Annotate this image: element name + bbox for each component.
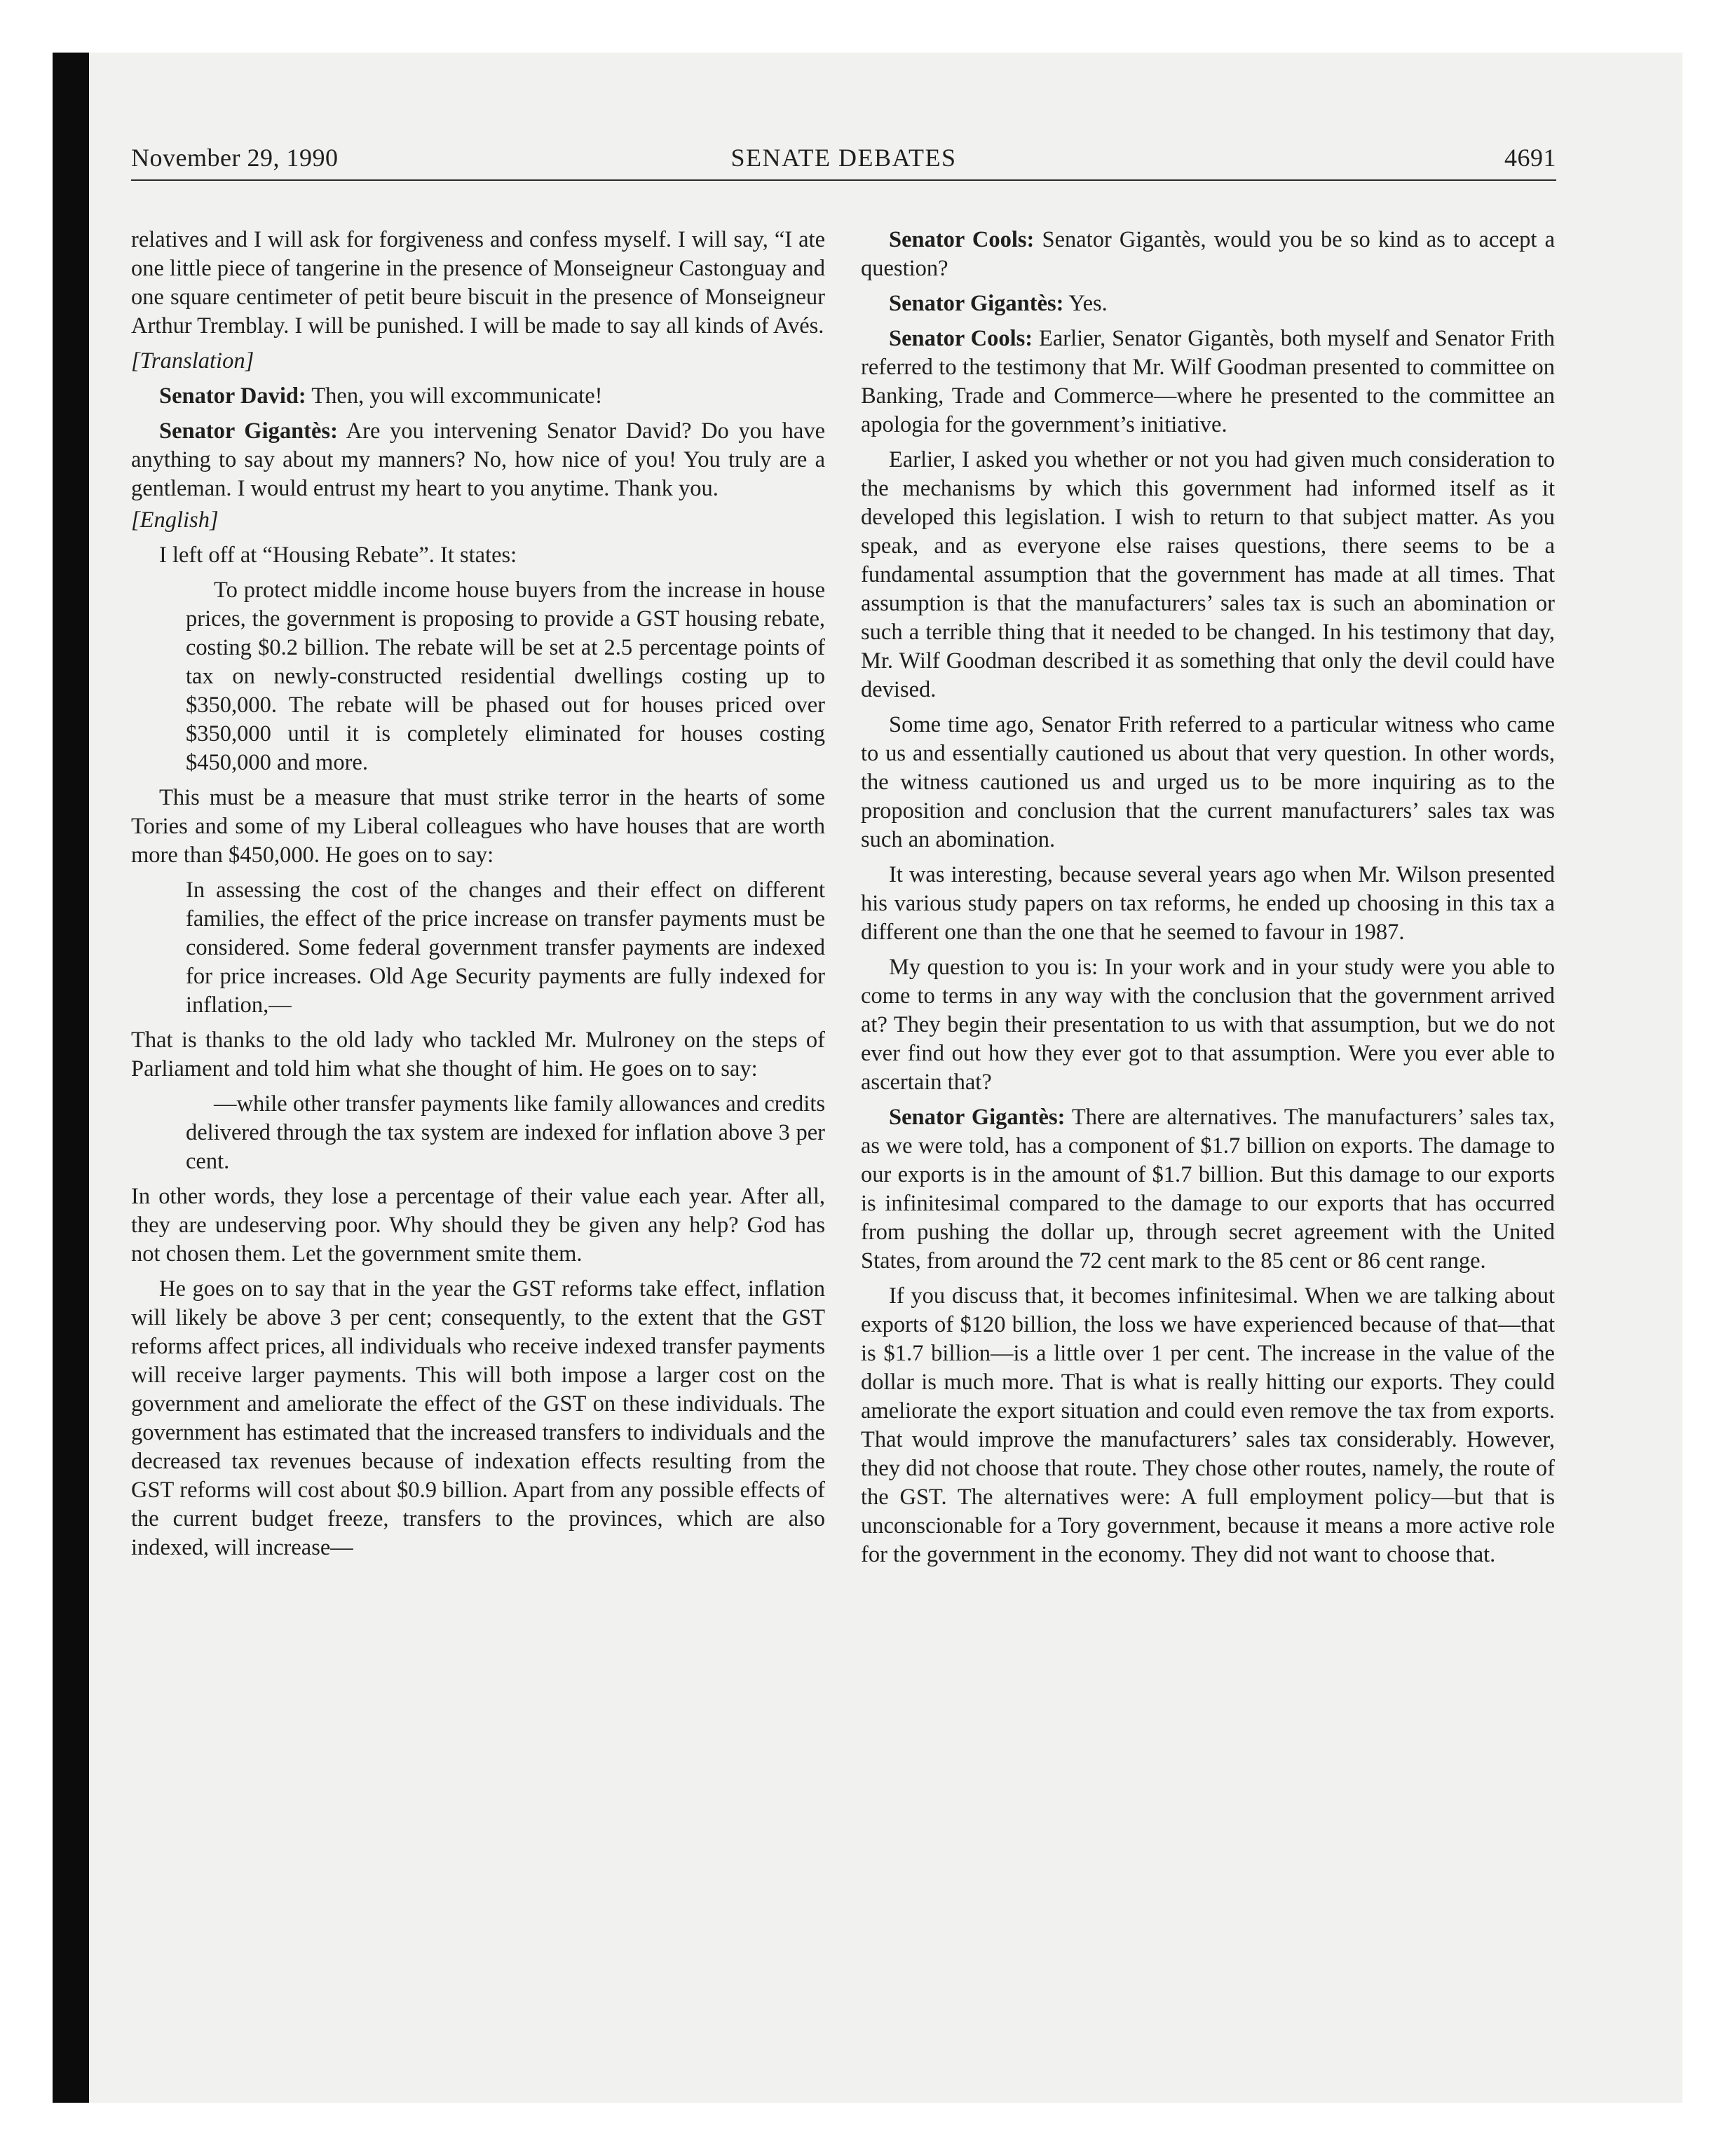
speech-gigantes-alternatives: [861, 1103, 1555, 1276]
quote-family-allowances: —while other transfer payments like family allowances and credits delivered through the tax system are indexed for inflation above 3 per cent.: [186, 1091, 825, 1174]
paragraph-housing-rebate: I left off at “Housing Rebate”. It states:: [159, 543, 517, 568]
quote-transfer-payments: In assessing the cost of the changes and their effect on different families, the effect of the price increase on transfer payments must be considered. Some federal government transfer payments are indexed for price increases. Old Age Security payments are fully indexed for inflation,—: [186, 878, 825, 1018]
speaker-name: Senator Gigantès:: [889, 1105, 1066, 1130]
paragraph-some-time: Some time ago, Senator Frith referred to a particular witness who came to us and essentially cautioned us about that very question. In other words, the witness cautioned us and urged us to be more inquiring as to the proposition and conclusion that the current manufacturers’ sales tax was such an abomination.: [861, 712, 1555, 852]
speaker-name: Senator Gigantès:: [889, 291, 1064, 316]
header-title: SENATE DEBATES: [730, 144, 957, 172]
header-page-number: 4691: [1504, 144, 1556, 172]
speech-david: [131, 382, 825, 411]
paragraph-interesting: It was interesting, because several years ago when Mr. Wilson presented his various study papers on tax reforms, he ended up choosing in this tax a different one than the one that he seemed to favour in 1987.: [861, 862, 1555, 945]
left-column: [131, 226, 825, 1569]
speech-text: Yes.: [1063, 291, 1108, 316]
binding-edge: [53, 53, 89, 2103]
speaker-name: Senator David:: [159, 383, 306, 409]
header-date: November 29, 1990: [131, 144, 339, 172]
speech-gigantes: [131, 417, 825, 503]
paragraph-old-lady: That is thanks to the old lady who tackled Mr. Mulroney on the steps of Parliament and told him what she thought of him. He goes on to say:: [131, 1028, 825, 1082]
paragraph-goes-on: He goes on to say that in the year the GST reforms take effect, inflation will likely be above 3 per cent; consequently, to the extent that the GST reforms affect prices, all individuals who receive indexed transfer payments will receive larger payments. This will both impose a larger cost on the government and ameliorate the effect of the GST on these individuals. The government has estimated that the increased transfers to individuals and the decreased tax revenues because of indexation effects resulting from the GST reforms will cost about $0.9 billion. Apart from any possible effects of the current budget freeze, transfers to the provinces, which are also indexed, will increase—: [131, 1276, 825, 1560]
paragraph-terror: This must be a measure that must strike terror in the hearts of some Tories and some of my Liberal colleagues who have houses that are worth more than $450,000. He goes on to say:: [131, 785, 825, 868]
paragraph-question: My question to you is: In your work and in your study were you able to come to terms in any way with the conclusion that the government arrived at? They begin their presentation to us with that assumption, but we do not ever find out how they ever got to that assumption. Were you ever able to ascertain that?: [861, 955, 1555, 1095]
speech-text: Are you intervening Senator David? Do you have anything to say about my manners? No, how nice of you! You truly are a gentleman. I would entrust my heart to you anytime. Thank you.: [131, 418, 825, 501]
speaker-name: Senator Cools:: [889, 326, 1033, 351]
speech-text: Senator Gigantès, would you be so kind as to accept a question?: [861, 227, 1555, 281]
paragraph-discuss: If you discuss that, it becomes infinitesimal. When we are talking about exports of $120 billion, the loss we have experienced because of that—that is $1.7 billion—is a little over 1 per cent. The increase in the value of the dollar is much more. That is what is really hitting our exports. They could ameliorate the export situation and could even remove the tax from exports. That would improve the manufacturers’ sales tax considerably. However, they did not choose that route. They chose other routes, namely, the route of the GST. The alternatives were: A full employment policy—but that is unconscionable for a Tory government, because it means a more active role for the government in the economy. They did not want to choose that.: [861, 1283, 1555, 1567]
speech-gigantes-yes: [861, 289, 1555, 318]
speech-cools-earlier: [861, 325, 1555, 439]
right-column: [861, 226, 1555, 1576]
speaker-name: Senator Cools:: [889, 227, 1035, 252]
speaker-name: Senator Gigantès:: [159, 418, 338, 444]
speech-text: Earlier, Senator Gigantès, both myself and Senator Frith referred to the testimony that Mr. Wilf Goodman presented to committee on Banking, Trade and Commerce—where he presented to the committee an apologia for the government’s initiative.: [861, 326, 1555, 437]
paragraph-relatives: relatives and I will ask for forgiveness and confess myself. I will say, “I ate one little piece of tangerine in the presence of Monseigneur Castonguay and one square centimeter of petit beure biscuit in the presence of Monseigneur Arthur Tremblay. I will be punished. I will be made to say all kinds of Avés.: [131, 227, 826, 339]
quote-housing-rebate: To protect middle income house buyers from the increase in house prices, the government is proposing to provide a GST housing rebate, costing $0.2 billion. The rebate will be set at 2.5 percentage points of tax on newly-constructed residential dwellings costing up to $350,000. The rebate will be phased out for houses priced over $350,000 until it is completely eliminated for houses costing $450,000 and more.: [186, 578, 825, 775]
translation-tag: [Translation]: [131, 348, 254, 374]
paragraph-earlier: Earlier, I asked you whether or not you had given much consideration to the mechanisms by which this government had informed itself as it developed this legislation. I wish to return to that subject matter. As you speak, and as everyone else raises questions, there seems to be a fundamental assumption that the government has made at all times. That assumption is that the manufacturers’ sales tax is such an abomination or such a terrible thing that it needed to be changed. In his testimony that day, Mr. Wilf Goodman described it as something that only the devil could have devised.: [861, 447, 1555, 702]
speech-text: There are alternatives. The manufacturers’ sales tax, as we were told, has a component of $1.7 billion on exports. The damage to our exports is in the amount of $1.7 billion. But this damage to our exports is infinitesimal compared to the damage to our exports that has occurred from pushing the dollar up, through secret agreement with the United States, from around the 72 cent mark to the 85 cent or 86 cent range.: [861, 1105, 1555, 1274]
english-tag: [English]: [131, 507, 219, 533]
running-header: [131, 140, 1556, 181]
speech-text: Then, you will excommunicate!: [306, 383, 603, 409]
paragraph-other-words: In other words, they lose a percentage of their value each year. After all, they are undeserving poor. Why should they be given any help? God has not chosen them. Let the government smite them.: [131, 1184, 825, 1267]
speech-cools-question: [861, 226, 1555, 283]
